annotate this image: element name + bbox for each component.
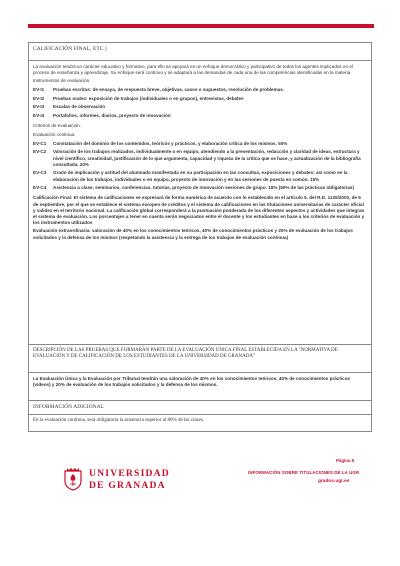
instrument-item [33,87,367,93]
additional-text: En la evaluación continua, será obligatoria la asistencia superior al 80% de las clases. [33,418,204,423]
criterion-item [33,170,367,182]
instruments-label: Instrumentos de evaluación. [33,78,91,84]
criterion-item [33,149,367,168]
instrument-code: EV-I4 [33,112,45,118]
single-exam-body-box [29,373,371,401]
criterion-text: Asistencia a clase, seminarios, conferencias, tutorías, proyecto de innovación sesiones de grupo. 15% (50% de las prácticas obligatorias) [53,185,354,191]
final-grade-text: Calificación Final: El sistema de calificaciones se expresará de forma numérica de acuerdo con lo establecido en el artículo 5. del R.D. 1125/2003, de 5 de septiembre, por el que se establece el sistema europeo de créditos y el sistema de calificaciones en las titulaciones universitarias de carácter oficial y validez en el territorio nacional. La calificación global corresponderá a la puntuación ponderada de los diferentes aspectos y actividades que integran el sistema de evaluación. Los porcentajes a tener en cuenta serán negociados entre el docente y los estudiantes en base a los criterios de evaluación y los instrumentos utilizados [33,195,365,226]
evaluation-header-box [29,43,371,61]
instrument-code: EV-I2 [33,95,45,101]
instrument-text: Pruebas escritas: de ensayo, de respuesta breve, objetivas, casos o supuestos, resolución de problemas. [53,87,285,92]
instrument-code: EV-I3 [33,104,45,110]
instrument-item [33,113,367,119]
university-crest-icon [63,467,83,491]
additional-header-box [29,401,371,415]
instrument-text: Pruebas orales: exposición de trabajos (individuales o en grupos), entrevistas, debates [53,95,244,101]
additional-body-box [29,415,371,431]
instrument-item [33,96,367,102]
criterion-text: Valoración de los trabajos realizados, individualmente o en equipo, atendiendo a la presentación, redacción y claridad de ideas, estructura y nivel científico, creatividad, justificación de lo que argumenta, capacidad y riqueza de la crítica que se hace, y actualización de la bibliografía consultada. 20% [53,149,361,167]
instrument-text: Portafolios, informes, diarios, proyecto de innovación [53,112,171,118]
page-footer [0,436,400,566]
criterion-code: EV-C2 [33,149,47,155]
evaluation-body-box [29,61,371,345]
evaluation-header: CALIFICACIÓN FINAL, ETC.) [33,46,107,52]
content-frame [28,42,372,432]
criterion-code: EV-C4 [33,185,47,191]
criteria-label: Criterios de evaluación. [33,122,82,128]
single-exam-text: La Evaluación Única y la Evaluación por Tribunal tendrán una valoración de 40% en los conocimientos teóricos, 40% de conocimientos prácticos (vídeos) y 20% de evaluación de los trabajos solicitados y la defensa de los mismos. [33,376,351,388]
page-number: Página 5 [336,458,355,463]
university-name-line2: DE GRANADA [89,480,166,491]
university-name-line1: UNIVERSIDAD [89,468,170,479]
criterion-item [33,185,367,191]
criterion-text: Grado de implicación y actitud del alumnado manifestada en su participación en las consultas, exposiciones y debates; así como en la elaboración de los trabajos, individuales o en equipo, proyecto de innovación y en las sesiones de puesta en común. 15% [53,170,348,182]
single-exam-title: DESCRIPCIÓN DE LAS PRUEBAS QUE FORMARÁN PARTE DE LA EVALUACIÓN ÚNICA FINAL ESTABLECIDA EN LA "NORMATIVA DE EVALUACIÓN Y DE CALIFICACIÓN DE LOS ESTUDIANTES DE LA UNIVERSIDAD DE GRANADA" [33,348,338,360]
single-exam-header-box [29,345,371,373]
instrument-code: EV-I1 [33,87,45,92]
instrument-text: Escalas de observación [53,104,106,110]
weighting-text: Evaluación extraordinaria: valoración de 40% en los conocimientos teóricos, 40% de conocimientos prácticos y 20% de evaluación de los trabajos solicitados y la defensa de los mismos (respetando la asistencia y la entrega de los trabajos de evaluación continua) [33,228,353,240]
footer-info: INFORMACIÓN SOBRE TITULACIONES DE LA UGR [248,470,360,475]
criterion-code: EV-C1 [33,140,47,146]
top-red-bar [28,24,374,28]
continuous-label: Evaluación continua. [33,132,76,138]
criterion-text: Constatación del dominio de los contenidos, teóricos y prácticos, y elaboración crítica de los mismos. 50% [53,140,288,146]
criterion-code: EV-C3 [33,170,47,176]
additional-title: INFORMACIÓN ADICIONAL [33,404,105,410]
evaluation-intro: La evaluación tendrá un carácter educativo y formativo, para ello se apoyará en un enfoque democrático y participativo de todos los agentes implicados en el proceso de enseñanza y aprendizaje. Su enfoque será continuo y se adaptará a las demandas de cada una de las competencias identificadas en la materia. [33,64,353,76]
footer-site-link[interactable]: grados.ugr.es [318,479,350,484]
instrument-item [33,104,367,110]
criterion-item [33,141,367,147]
